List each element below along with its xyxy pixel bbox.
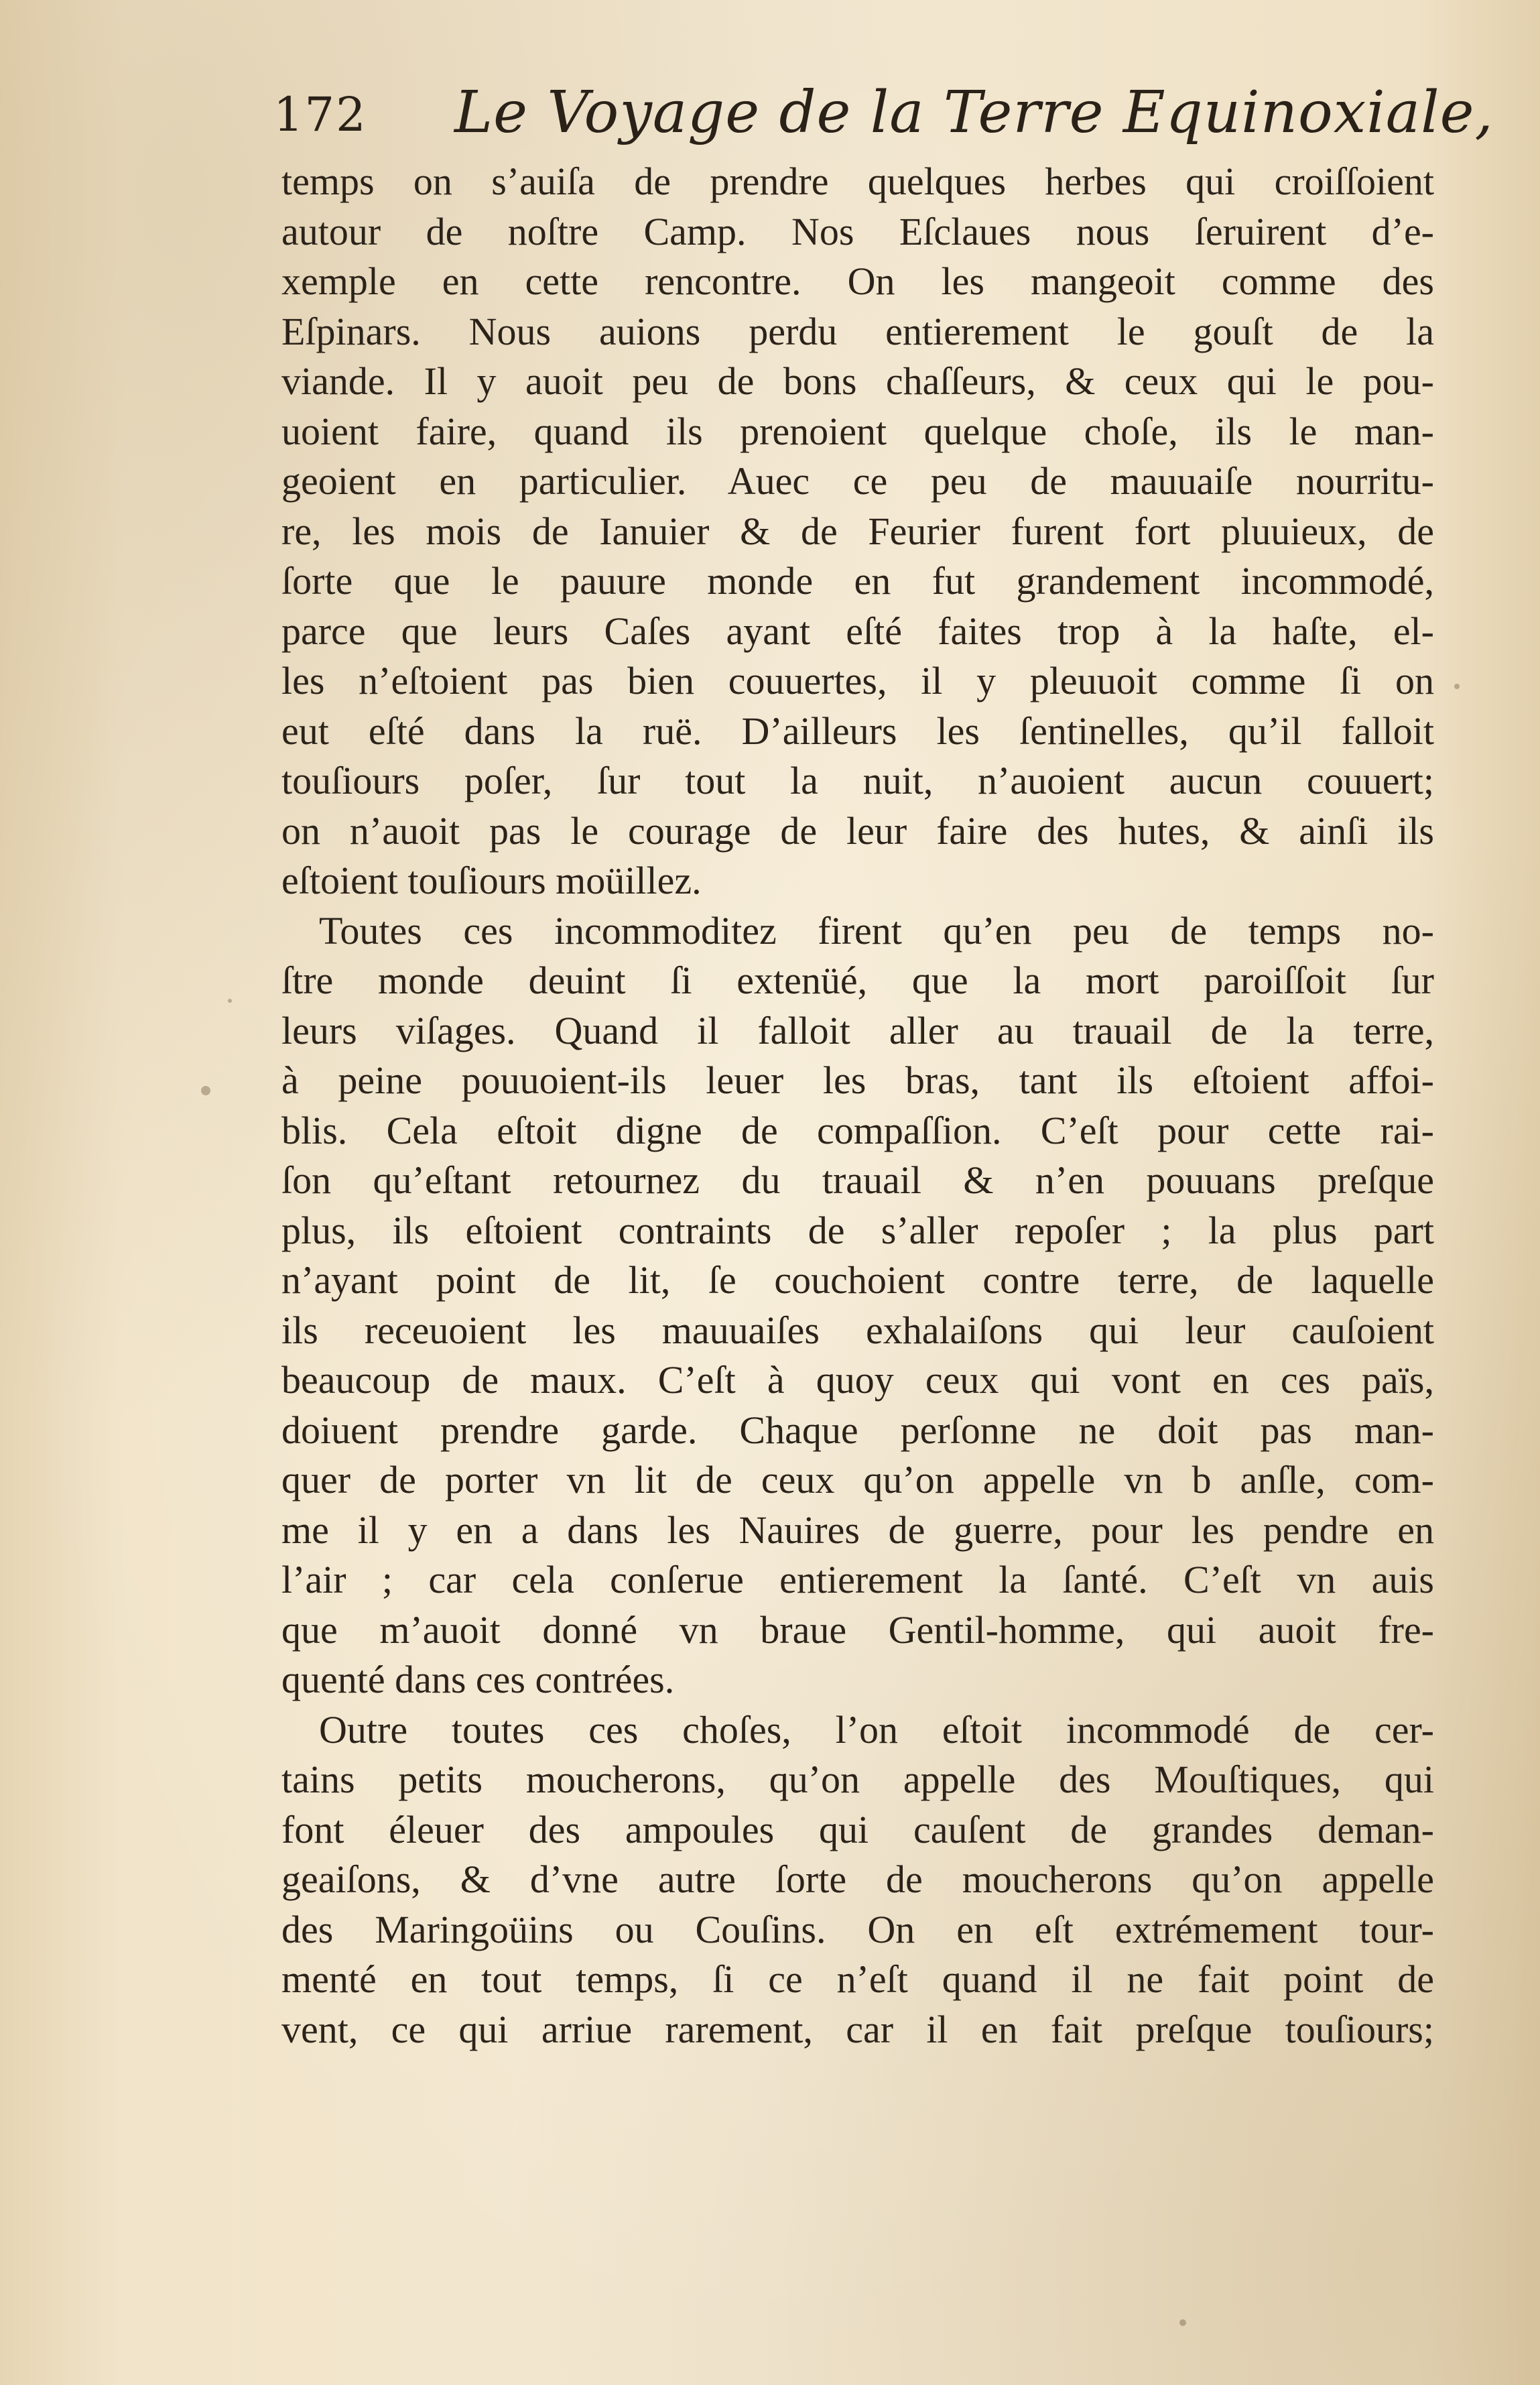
text-line: touſiours poſer, ſur tout la nuit, n’auoient aucun couuert; — [281, 759, 1434, 802]
text-line: menté en tout temps, ſi ce n’eſt quand il ne fait point de — [281, 1957, 1434, 2001]
text-line: beaucoup de maux. C’eſt à quoy ceux qui vont en ces païs, — [281, 1358, 1434, 1402]
text-line: uoient faire, quand ils prenoient quelque choſe, ils le man- — [281, 409, 1434, 453]
text-line: eſtoient touſiours moüillez. — [281, 859, 702, 902]
text-line: autour de noſtre Camp. Nos Eſclaues nous ſeruirent d’e- — [281, 209, 1434, 253]
running-title: Le Voyage de la Terre Equinoxiale, — [454, 79, 1494, 146]
text-line: que m’auoit donné vn braue Gentil-homme, qui auoit fre- — [281, 1607, 1434, 1652]
page-number: 172 — [273, 87, 367, 142]
text-line: plus, ils eſtoient contraints de s’aller repoſer ; la plus part — [281, 1208, 1434, 1252]
paper-speck — [1179, 2319, 1186, 2326]
text-line: les n’eſtoient pas bien couuertes, il y pleuuoit comme ſi on — [281, 659, 1434, 702]
paragraph-first-line: Outre toutes ces choſes, l’on eſtoit incommodé de cer- — [319, 1707, 1434, 1752]
text-line: viande. Il y auoit peu de bons chaſſeurs, & ceux qui le pou- — [281, 359, 1434, 403]
text-line: blis. Cela eſtoit digne de compaſſion. C’eſt pour cette rai- — [281, 1108, 1434, 1152]
text-line: geaiſons, & d’vne autre ſorte de moucherons qu’on appelle — [281, 1857, 1434, 1901]
paper-speck — [201, 1086, 210, 1095]
text-line: quer de porter vn lit de ceux qu’on appelle vn b anſle, com- — [281, 1458, 1434, 1502]
text-line: eut eſté dans la ruë. D’ailleurs les ſentinelles, qu’il falloit — [281, 709, 1434, 753]
text-line: re, les mois de Ianuier & de Feurier furent fort pluuieux, de — [281, 509, 1434, 553]
text-line: ils receuoient les mauuaiſes exhalaiſons qui leur cauſoient — [281, 1308, 1434, 1352]
text-line: ſorte que le pauure monde en fut grandement incommodé, — [281, 559, 1434, 603]
text-line: l’air ; car cela conſerue entierement la ſanté. C’eſt vn auis — [281, 1558, 1434, 1601]
text-line: temps on s’auiſa de prendre quelques herbes qui croiſſoient — [281, 160, 1434, 203]
text-line: geoient en particulier. Auec ce peu de mauuaiſe nourritu- — [281, 459, 1434, 503]
text-line: des Maringoüins ou Couſins. On en eſt extrémement tour- — [281, 1907, 1434, 1951]
text-line: vent, ce qui arriue rarement, car il en fait preſque touſiours; — [281, 2007, 1434, 2051]
text-line: ſtre monde deuint ſi extenüé, que la mort paroiſſoit ſur — [281, 959, 1434, 1002]
text-line: ſon qu’eſtant retournez du trauail & n’en pouuans preſque — [281, 1158, 1434, 1202]
text-line: quenté dans ces contrées. — [281, 1658, 675, 1701]
text-line: me il y en a dans les Nauires de guerre, pour les pendre en — [281, 1508, 1434, 1552]
running-head — [273, 79, 1494, 153]
paper-speck — [228, 999, 232, 1003]
paper-speck — [1454, 684, 1460, 689]
text-line: Eſpinars. Nous auions perdu entierement le gouſt de la — [281, 309, 1434, 353]
text-line: à peine pouuoient-ils leuer les bras, tant ils eſtoient affoi- — [281, 1058, 1434, 1102]
text-line: on n’auoit pas le courage de leur faire des hutes, & ainſi ils — [281, 808, 1434, 853]
text-line: font éleuer des ampoules qui cauſent de grandes deman- — [281, 1807, 1434, 1851]
body-text — [281, 157, 1434, 2055]
text-line: leurs viſages. Quand il falloit aller au trauail de la terre, — [281, 1008, 1434, 1052]
text-line: n’ayant point de lit, ſe couchoient contre terre, de laquelle — [281, 1258, 1434, 1302]
text-line: xemple en cette rencontre. On les mangeoit comme des — [281, 259, 1434, 303]
text-line: tains petits moucherons, qu’on appelle des Mouſtiques, qui — [281, 1758, 1434, 1801]
text-line: parce que leurs Caſes ayant eſté faites trop à la haſte, el- — [281, 609, 1434, 653]
paragraph-first-line: Toutes ces incommoditez firent qu’en peu de temps no- — [319, 908, 1434, 953]
text-line: doiuent prendre garde. Chaque perſonne ne doit pas man- — [281, 1408, 1434, 1452]
